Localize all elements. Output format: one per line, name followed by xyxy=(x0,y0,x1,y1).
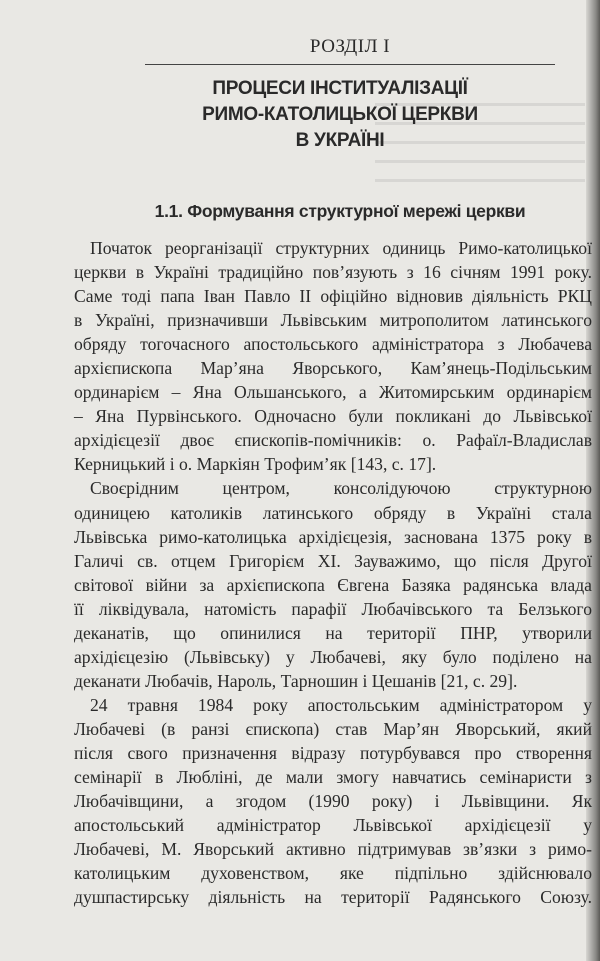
text-line: Любачеві, М. Яворський активно підтримував зв’язки з римо- xyxy=(74,839,592,860)
text-line: обряду тогочасного апостольського адміністратора з Любачева xyxy=(74,334,592,355)
text-line: ординарієм – Яна Ольшанського, а Житомирським ординарієм xyxy=(74,382,592,403)
title-line: ПРОЦЕСИ ІНСТИТУАЛІЗАЦІЇ xyxy=(212,78,468,99)
text-line: світової війни за архієпископа Євгена Базяка радянська влада xyxy=(74,574,592,595)
paragraph xyxy=(74,236,592,476)
text-line: деканати Любачів, Нароль, Тарношин і Цешанів [21, с. 29]. xyxy=(74,670,518,691)
text-line: Керницький і о. Маркіян Трофим’як [143, с. 17]. xyxy=(74,454,437,475)
text-line: Початок реорганізації структурних одиниць Римо-католицької xyxy=(90,238,592,258)
text-line: після свого призначення відразу потурбувався про створення xyxy=(74,742,592,763)
text-line: Своєрідним центром, консолідуючою структурною xyxy=(90,478,592,499)
paragraph xyxy=(74,476,592,692)
text-line: Любачівщини, а згодом (1990 року) і Львівщини. Як xyxy=(74,791,592,812)
text-line: апостольський адміністратор Львівської архідієцезії у xyxy=(74,815,592,836)
text-line: архієпископа Мар’яна Яворського, Кам’янець-Подільським xyxy=(74,358,592,379)
chapter-title xyxy=(100,76,580,154)
text-line: католицьким духовенством, яке підпільно здійснювало xyxy=(74,863,592,884)
title-line: В УКРАЇНІ xyxy=(295,130,385,151)
text-line: – Яна Пурвінського. Одночасно були покликані до Львівської xyxy=(74,406,592,427)
text-line: її ліквідувала, натомість парафії Любачівського та Белзького xyxy=(74,598,592,619)
section-heading: 1.1. Формування структурної мережі церкви xyxy=(154,201,526,221)
text-line: церкви в Україні традиційно пов’язують з 16 січням 1991 року. xyxy=(74,262,592,283)
text-line: семінарії в Любліні, де мали змогу навчатись семінаристи з xyxy=(74,767,592,788)
text-line: Львівська римо-католицька архідієцезія, заснована 1375 року в xyxy=(74,526,592,547)
paragraph xyxy=(74,693,592,909)
text-line: Любачеві (в ранзі єпископа) став Мар’ян Яворський, який xyxy=(74,718,592,739)
body-text xyxy=(74,236,592,909)
text-line: Галичі св. отцем Григорієм ХІ. Зауважимо, що після Другої xyxy=(74,550,592,571)
text-line: архідієцезії двоє єпископів-помічників: о. Рафаїл-Владислав xyxy=(74,430,592,451)
text-line: 24 травня 1984 року апостольським адміністратором у xyxy=(90,694,592,715)
chapter-heading: РОЗДІЛ І xyxy=(309,36,391,57)
text-line: душпастирську діяльність на території Радянського Союзу. xyxy=(74,887,592,908)
text-line: Саме тоді папа Іван Павло ІІ офіційно відновив діяльність РКЦ xyxy=(74,286,592,307)
text-line: одиницею католиків латинського обряду в Україні стала xyxy=(74,502,592,523)
text-line: архідієцезію (Львівську) у Любачеві, яку було поділено на xyxy=(74,646,592,667)
title-line: РИМО-КАТОЛИЦЬКОЇ ЦЕРКВИ xyxy=(202,104,478,125)
heading-rule xyxy=(145,64,555,65)
text-line: в Україні, призначивши Львівським митрополитом латинського xyxy=(74,310,592,331)
text-line: деканатів, що опинилися на території ПНР, утворили xyxy=(74,622,592,643)
